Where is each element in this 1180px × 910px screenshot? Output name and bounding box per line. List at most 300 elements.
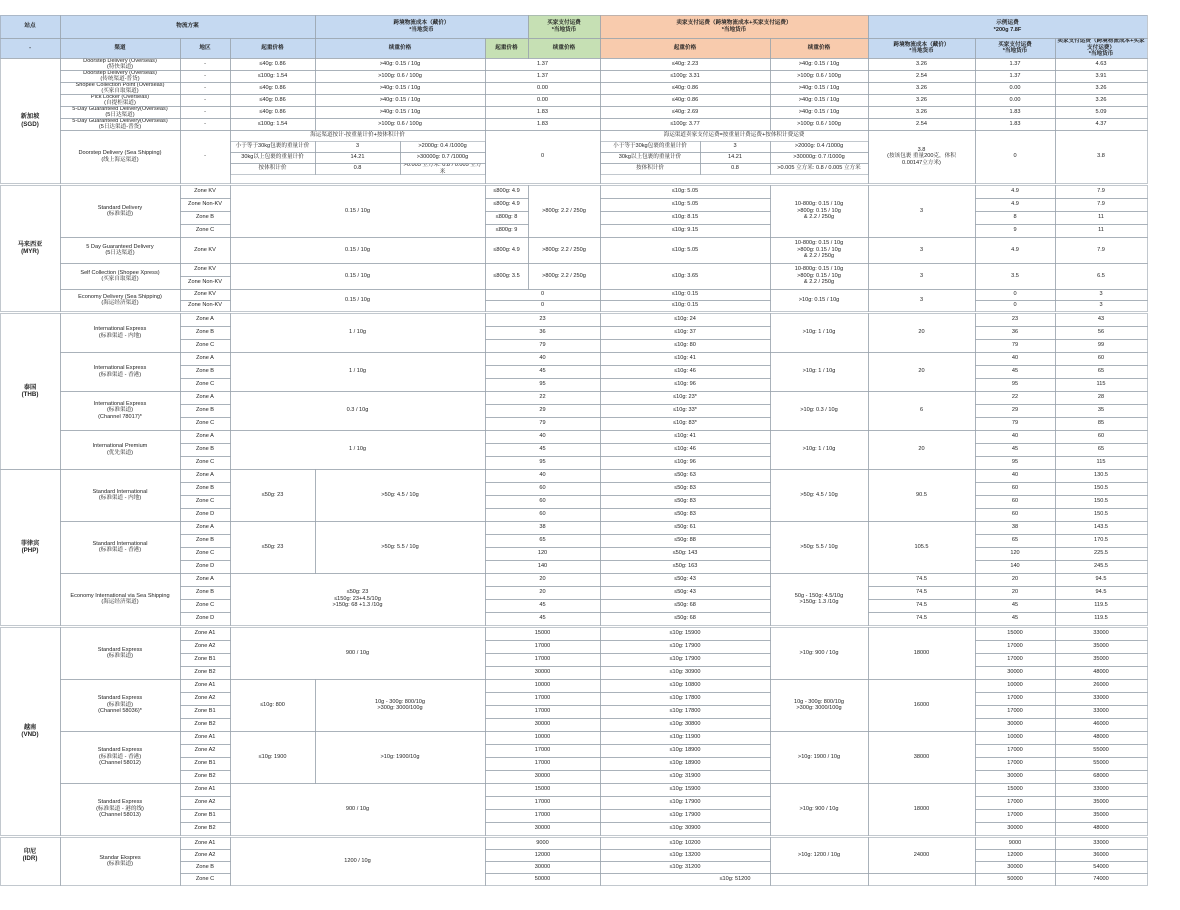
seller-first: ≤10g: 83* — [673, 420, 697, 427]
zone-label: Zone KV — [194, 266, 216, 273]
seller-cont: >40g: 0.15 / 10g — [798, 60, 840, 67]
zone-label: Zone A2 — [194, 643, 216, 650]
sea-cost-cell: 3 — [355, 143, 360, 150]
ex-buyer: 40 — [1011, 433, 1019, 440]
ex-seller: 3.91 — [1095, 72, 1107, 79]
sea-cost-title: 海运渠道按计-按重量计价+按体积计价 — [310, 132, 405, 139]
ex-seller: 94.5 — [1095, 576, 1107, 583]
sea-seller-cell: 按体积计价 — [636, 165, 664, 172]
buyer-fee: 95 — [539, 381, 546, 388]
subheader-seller-cont: 续重价格 — [770, 38, 868, 58]
ex-seller: 35 — [1097, 407, 1105, 414]
sea-seller-cell: >2000g: 0.4 /1000g — [794, 143, 844, 150]
channel-name: Standar Ekspres (标准渠道) — [99, 854, 141, 867]
seller-cont: >10g: 900 / 10g — [799, 805, 839, 812]
ex-seller: 48000 — [1093, 825, 1109, 832]
seller-cont: >10g: 1 / 10g — [802, 446, 836, 453]
cost-cont: >40g: 0.15 / 10g — [379, 96, 421, 103]
zone-label: Zone B — [195, 446, 215, 453]
ex-buyer: 0 — [1013, 153, 1017, 160]
sea-cost-cell: >0.005 立方米: 0.8 / 0.005 立方米 — [403, 163, 482, 174]
seller-first: ≤10g: 30800 — [669, 721, 701, 728]
seller-first: ≤10g: 10800 — [669, 682, 701, 689]
buyer-fee: 60 — [539, 498, 546, 505]
zone-label: Zone B1 — [194, 760, 216, 767]
ex-seller: 11 — [1098, 227, 1104, 234]
buyer-fee: 38 — [539, 524, 546, 531]
seller-first: ≤10g: 46 — [674, 446, 696, 453]
ex-cost: 3.26 — [916, 84, 927, 91]
sea-cost-cell: 14.21 — [350, 154, 365, 161]
ex-seller: 46000 — [1093, 721, 1109, 728]
zone-label: Zone B — [195, 537, 215, 544]
cost-first: ≤10g: 1900 — [258, 753, 287, 760]
buyer-fee: 40 — [539, 355, 546, 362]
buyer-fee: 79 — [539, 342, 546, 349]
buyer-fee: 1.37 — [537, 72, 548, 79]
buyer-fee: 1.83 — [537, 108, 548, 115]
sg-channel: 5-Day Guaranteed Delivery(Overseas) (5日达渠道-普货) — [72, 118, 168, 130]
ex-seller: 170.5 — [1094, 537, 1108, 544]
ex-seller: 33000 — [1093, 786, 1109, 793]
header-example: 示例运费 *200g 7.8F — [868, 15, 1147, 38]
channel-name: Standard International (标准渠道 - 香港) — [92, 540, 148, 553]
ex-cost: 105.5 — [914, 543, 929, 550]
zone-label: Zone A2 — [194, 799, 216, 806]
cost-rate: 0.3 / 10g — [346, 407, 369, 414]
region: - — [204, 120, 206, 127]
seller-first: ≤10g: 17800 — [669, 695, 701, 702]
zone-label: Zone B2 — [194, 825, 216, 832]
ex-cost: 90.5 — [916, 491, 927, 498]
cost-rate: 0.15 / 10g — [345, 246, 370, 253]
zone-label: Zone A1 — [194, 682, 216, 689]
seller-first: ≤10g: 30900 — [669, 825, 701, 832]
seller-first: ≤40g: 0.86 — [671, 96, 699, 103]
subheader-cont-weight: 续重价格 — [315, 38, 485, 58]
seller-first: ≤50g: 83 — [674, 485, 696, 492]
sea-cost-cell: >30000g: 0.7 /1000g — [416, 154, 469, 161]
ex-seller: 3.26 — [1095, 84, 1107, 91]
seller-first: ≤50g: 163 — [672, 563, 698, 570]
seller-first: ≤50g: 61 — [674, 524, 696, 531]
buyer-fee: 0.00 — [537, 84, 548, 91]
zone-label: Zone A — [196, 355, 214, 362]
ex-buyer: 65 — [1011, 537, 1019, 544]
ex-seller: 35000 — [1093, 812, 1109, 819]
seller-cont: 10g - 300g: 800/10g >300g: 3000/100g — [793, 698, 845, 711]
buyer-fee: 17000 — [534, 656, 551, 663]
ex-cost: 2.54 — [916, 120, 927, 127]
ex-seller: 54000 — [1093, 863, 1109, 870]
subheader-channel: 渠道 — [60, 38, 180, 58]
seller-first: ≤100g: 3.31 — [670, 72, 700, 79]
region: - — [204, 72, 206, 79]
seller-first: ≤10g: 0.15 — [671, 302, 699, 309]
subheader-dash: - — [0, 38, 60, 58]
ex-seller: 43 — [1097, 316, 1105, 323]
ex-seller: 6.5 — [1097, 272, 1105, 279]
header-seller-paid: 卖家支付运费（跨境物流成本+买家支付运费） *当地货币 — [600, 15, 868, 38]
ex-cost: 3 — [919, 246, 924, 253]
zone-label: Zone C — [195, 420, 215, 427]
zone-label: Zone Non-KV — [188, 279, 222, 286]
ex-cost: 3.26 — [916, 60, 927, 67]
region: - — [204, 60, 206, 67]
ex-buyer: 20 — [1011, 589, 1019, 596]
ex-seller: 115 — [1096, 459, 1106, 466]
cost-first: ≤40g: 0.86 — [259, 84, 286, 91]
ex-seller: 33000 — [1093, 695, 1109, 702]
seller-first: ≤10g: 18900 — [669, 747, 701, 754]
ex-cost: 3.8 (按该包裹 重量200克，体积 0.00147立方米) — [887, 146, 956, 166]
seller-first: ≤10g: 41 — [674, 433, 696, 440]
seller-first: ≤10g: 5.05 — [671, 188, 699, 195]
buyer-fee: 12000 — [534, 851, 551, 858]
channel-name: Self Collection (Shopee Xpress) (买家自取渠道) — [80, 269, 160, 282]
seller-first: ≤10g: 10200 — [669, 839, 701, 846]
seller-first: ≤10g: 5.05 — [671, 201, 699, 208]
seller-cont: >50g: 5.5 / 10g — [800, 543, 838, 550]
ex-buyer: 30000 — [1007, 825, 1023, 832]
ex-cost: 3 — [919, 272, 924, 279]
ex-seller: 65 — [1097, 446, 1105, 453]
zone-label: Zone A — [196, 472, 214, 479]
ex-seller: 4.37 — [1095, 120, 1107, 127]
seller-cont: >10g: 1 / 10g — [802, 368, 836, 375]
sg-channel: Shopee Collection Point (Overseas) (买家自取渠道) — [75, 82, 165, 94]
country-idr: 印尼 (IDR) — [22, 847, 38, 862]
ex-buyer: 4.9 — [1011, 201, 1019, 208]
seller-first: ≤40g: 2.23 — [671, 60, 699, 67]
seller-first: ≤10g: 11900 — [669, 734, 701, 741]
buyer-cont: >800g: 2.2 / 250g — [542, 207, 586, 214]
cell-border — [771, 874, 869, 886]
seller-cont: 10-800g: 0.15 / 10g >800g: 0.15 / 10g & 2.2 / 250g — [794, 201, 844, 221]
buyer-fee: 36 — [539, 329, 546, 336]
zone-label: Zone C — [195, 875, 215, 882]
cost-rate: 1200 / 10g — [344, 857, 371, 864]
sea-seller-cell: >30000g: 0.7 /1000g — [793, 154, 845, 161]
ex-buyer: 60 — [1011, 498, 1019, 505]
buyer-cont: >800g: 2.2 / 250g — [542, 246, 586, 253]
ex-seller: 60 — [1097, 355, 1105, 362]
country-php: 菲律宾 (PHP) — [20, 539, 40, 554]
buyer-fee: 17000 — [534, 695, 551, 702]
seller-first: ≤50g: 143 — [672, 550, 698, 557]
seller-first: ≤10g: 46 — [674, 368, 696, 375]
subheader-seller-first: 起重价格 — [600, 38, 770, 58]
seller-first: ≤50g: 63 — [674, 472, 696, 479]
cost-first: ≤50g: 23 — [261, 491, 284, 498]
seller-first: ≤10g: 17900 — [669, 643, 701, 650]
zone-label: Zone KV — [194, 291, 216, 298]
seller-cont: 10-800g: 0.15 / 10g >800g: 0.15 / 10g & 2.2 / 250g — [794, 240, 844, 260]
buyer-first: ≤800g: 4.9 — [493, 201, 520, 208]
ex-buyer: 30000 — [1007, 721, 1023, 728]
region: - — [204, 108, 206, 115]
sea-seller-cell: 0.8 — [731, 165, 739, 172]
zone-label: Zone B2 — [194, 721, 216, 728]
ex-seller: 3 — [1099, 302, 1103, 309]
buyer-fee: 30000 — [534, 669, 551, 676]
seller-first: ≤10g: 17900 — [669, 656, 701, 663]
zone-label: Zone C — [195, 498, 215, 505]
buyer-fee: 0 — [540, 291, 545, 298]
cost-cont: >40g: 0.15 / 10g — [379, 60, 421, 67]
ex-buyer: 45 — [1011, 446, 1019, 453]
zone-label: Zone C — [195, 381, 215, 388]
zone-label: Zone B1 — [194, 812, 216, 819]
ex-cost: 3.26 — [916, 96, 927, 103]
buyer-first: ≤800g: 4.9 — [493, 188, 520, 195]
ex-buyer: 17000 — [1007, 708, 1023, 715]
zone-label: Zone B — [195, 589, 215, 596]
subheader-buyer-cont: 续重价格 — [528, 38, 600, 58]
channel-name: International Express (标准渠道 - 香港) — [93, 365, 147, 378]
ex-seller: 36000 — [1093, 851, 1109, 858]
zone-label: Zone A1 — [194, 786, 216, 793]
seller-first: ≤10g: 51200 — [719, 875, 751, 882]
ex-cost: 20 — [918, 368, 925, 375]
zone-label: Zone Non-KV — [188, 302, 222, 309]
buyer-fee: 29 — [539, 407, 546, 414]
ex-seller: 99 — [1097, 342, 1105, 349]
seller-first: ≤40g: 0.86 — [671, 84, 699, 91]
buyer-fee: 120 — [537, 550, 548, 557]
cost-rate: 1 / 10g — [348, 446, 367, 453]
ex-buyer: 60 — [1011, 485, 1019, 492]
ex-buyer: 45 — [1011, 368, 1019, 375]
ex-seller: 35000 — [1093, 643, 1109, 650]
buyer-fee: 22 — [539, 394, 546, 401]
cost-rate: 0.15 / 10g — [345, 207, 370, 214]
buyer-fee: 20 — [539, 576, 546, 583]
seller-first: ≤10g: 18900 — [669, 760, 701, 767]
channel-name: Standard Express (标准渠道 - 香港) (Channel 58012) — [97, 747, 143, 767]
ex-seller: 94.5 — [1095, 589, 1107, 596]
sea-cost-cell: 小于等于30kg包裹的重量计价 — [235, 143, 310, 150]
subheader-ex-cost: 跨境物流成本（藏价） *当地货币 — [868, 38, 975, 58]
seller-first: ≤10g: 37 — [674, 329, 696, 336]
ex-seller: 35000 — [1093, 656, 1109, 663]
zone-label: Zone A1 — [194, 839, 216, 846]
ex-seller: 33000 — [1093, 708, 1109, 715]
ex-seller: 143.5 — [1094, 524, 1108, 531]
sea-seller-title: 海运渠道卖家支付运费=按重量计费运费+按体积计费运费 — [663, 132, 805, 139]
ex-buyer: 10000 — [1007, 682, 1023, 689]
ex-seller: 3.26 — [1095, 96, 1107, 103]
ex-seller: 55000 — [1093, 747, 1109, 754]
ex-seller: 55000 — [1093, 760, 1109, 767]
buyer-fee: 20 — [539, 589, 546, 596]
ex-buyer: 9 — [1013, 227, 1017, 234]
ex-buyer: 0 — [1013, 302, 1017, 309]
ex-buyer: 17000 — [1007, 643, 1023, 650]
seller-first: ≤10g: 23* — [673, 394, 697, 401]
buyer-fee: 23 — [539, 316, 546, 323]
sea-seller-cell: 14.21 — [728, 154, 742, 161]
ex-buyer: 9000 — [1008, 839, 1022, 846]
buyer-fee: 40 — [539, 433, 546, 440]
seller-first: ≤10g: 80 — [674, 342, 696, 349]
ex-buyer: 140 — [1010, 563, 1020, 570]
ex-seller: 225.5 — [1094, 550, 1108, 557]
sg-channel: 5-Day Guaranteed Delivery(Overseas) (5日达渠道) — [72, 106, 168, 118]
seller-first: ≤10g: 8.15 — [671, 214, 699, 221]
ex-buyer: 79 — [1011, 342, 1019, 349]
ex-seller: 26000 — [1093, 682, 1109, 689]
ex-buyer: 36 — [1011, 329, 1019, 336]
region: - — [204, 96, 206, 103]
buyer-fee: 1.37 — [537, 60, 548, 67]
seller-first: ≤50g: 88 — [674, 537, 696, 544]
channel-name: Standard Express (标准渠道) (Channel 58036)* — [97, 695, 143, 715]
ex-seller: 3 — [1099, 291, 1103, 298]
ex-buyer: 17000 — [1007, 747, 1023, 754]
cost-first: ≤40g: 0.86 — [259, 108, 286, 115]
seller-cont: >10g: 0.3 / 10g — [800, 407, 838, 414]
ex-buyer: 22 — [1011, 394, 1019, 401]
seller-first: ≤10g: 31200 — [669, 863, 701, 870]
zone-label: Zone D — [195, 511, 215, 518]
buyer-first: ≤800g: 8 — [495, 214, 518, 221]
ex-buyer: 15000 — [1007, 786, 1023, 793]
ex-buyer: 50000 — [1007, 875, 1023, 882]
ex-cost: 18000 — [913, 805, 930, 812]
cost-rate: 1 / 10g — [348, 368, 367, 375]
header-logistics-plan: 物流方案 — [60, 15, 315, 38]
seller-first: ≤10g: 30900 — [669, 669, 701, 676]
ex-cost: 3 — [919, 296, 924, 303]
seller-cont: >50g: 4.5 / 10g — [800, 491, 838, 498]
cost-cont: >50g: 4.5 / 10g — [381, 491, 419, 498]
zone-label: Zone C — [195, 342, 215, 349]
sea-cost-cell: 按体积计价 — [258, 165, 287, 172]
ex-seller: 130.5 — [1094, 472, 1108, 479]
channel-name: International Premium (优先渠道) — [92, 443, 148, 456]
zone-label: Zone A — [196, 524, 214, 531]
buyer-fee: 9000 — [536, 839, 549, 846]
ex-cost: 6 — [919, 407, 924, 414]
ex-seller: 7.9 — [1097, 201, 1105, 208]
ex-buyer: 8 — [1013, 214, 1017, 221]
seller-first: ≤10g: 31900 — [669, 773, 701, 780]
zone-label: Zone B — [195, 214, 215, 221]
seller-first: ≤40g: 2.69 — [671, 108, 699, 115]
seller-first: ≤10g: 15900 — [669, 630, 701, 637]
ex-seller: 5.09 — [1095, 108, 1107, 115]
ex-seller: 115 — [1096, 381, 1106, 388]
channel-name: Standard International (标准渠道 - 内地) — [92, 488, 148, 501]
cost-rate: 900 / 10g — [345, 649, 370, 656]
sea-seller-cell: 30kg以上包裹的重量计价 — [618, 154, 682, 161]
ex-buyer: 1.37 — [1009, 72, 1021, 79]
zone-label: Zone B — [195, 863, 215, 870]
buyer-fee: 17000 — [534, 812, 551, 819]
seller-first: ≤10g: 5.05 — [671, 246, 699, 253]
ex-seller: 119.5 — [1094, 615, 1108, 622]
ex-seller: 245.5 — [1094, 563, 1108, 570]
channel-name: Standard Express (标准渠道 - 港的线) (Channel 58013) — [96, 799, 144, 819]
seller-first: ≤50g: 68 — [674, 615, 696, 622]
zone-label: Zone C — [195, 459, 215, 466]
country-sgd: 新加坡 (SGD) — [20, 113, 40, 128]
ex-cost: 3 — [919, 207, 924, 214]
channel-name: International Express (标准渠道 - 内地) — [93, 326, 147, 339]
ex-buyer: 60 — [1011, 511, 1019, 518]
buyer-fee: 0 — [540, 153, 545, 160]
ex-cost: 74.5 — [916, 589, 927, 596]
subheader-buyer-first: 起重价格 — [485, 38, 528, 58]
zone-label: Zone B — [195, 368, 215, 375]
region: - — [204, 84, 206, 91]
buyer-fee: 30000 — [534, 721, 551, 728]
sg-sea-channel: Doorstep Delivery (Sea Shipping) (线上海运渠道) — [78, 150, 162, 163]
zone-label: Zone C — [195, 602, 215, 609]
buyer-fee: 140 — [537, 563, 548, 570]
ex-buyer: 4.9 — [1011, 246, 1019, 253]
seller-cont: 10-800g: 0.15 / 10g >800g: 0.15 / 10g & 2.2 / 250g — [794, 266, 844, 286]
cost-first: ≤100g: 1.54 — [257, 120, 288, 127]
buyer-fee: 0.00 — [537, 96, 548, 103]
channel-name: Standard Express (标准渠道) — [97, 646, 143, 659]
cost-cont: >100g: 0.6 / 100g — [378, 72, 422, 79]
ex-seller: 11 — [1098, 214, 1104, 221]
cost-cont: >40g: 0.15 / 10g — [379, 84, 421, 91]
seller-first: ≤10g: 13200 — [669, 851, 701, 858]
channel-name: 5 Day Guaranteed Delivery (5日达渠道) — [86, 243, 154, 256]
ex-seller: 3.8 — [1097, 153, 1105, 160]
zone-label: Zone A — [196, 576, 214, 583]
buyer-fee: 17000 — [534, 708, 551, 715]
ex-buyer: 10000 — [1007, 734, 1023, 741]
seller-first: ≤10g: 33* — [673, 407, 697, 414]
zone-label: Zone C — [195, 550, 215, 557]
sea-cost-cell: 30kg以上包裹的重量计价 — [241, 154, 304, 161]
channel-name: Economy Delivery (Sea Shipping) (海运经济渠道) — [78, 293, 162, 306]
ex-buyer: 3.5 — [1011, 272, 1019, 279]
ex-buyer: 12000 — [1007, 851, 1023, 858]
sea-seller-cell: >0.005 立方米: 0.8 / 0.005 立方米 — [777, 165, 861, 172]
seller-first: ≤10g: 17900 — [669, 812, 701, 819]
seller-cont: >10g: 1 / 10g — [802, 329, 836, 336]
country-vnd: 越南 (VND) — [21, 723, 39, 738]
ex-buyer: 17000 — [1007, 656, 1023, 663]
sea-cost-cell: >2000g: 0.4 /1000g — [418, 143, 467, 150]
ex-buyer: 1.83 — [1009, 108, 1021, 115]
seller-first: ≤10g: 96 — [674, 459, 696, 466]
ex-cost: 74.5 — [916, 615, 927, 622]
ex-seller: 4.63 — [1095, 60, 1107, 67]
buyer-fee: 45 — [539, 615, 546, 622]
buyer-fee: 17000 — [534, 799, 551, 806]
ex-buyer: 38 — [1011, 524, 1019, 531]
subheader-region: 地区 — [180, 38, 230, 58]
ex-buyer: 0.00 — [1009, 84, 1021, 91]
buyer-fee: 40 — [539, 472, 546, 479]
ex-seller: 65 — [1097, 368, 1105, 375]
buyer-fee: 17000 — [534, 747, 551, 754]
buyer-fee: 60 — [539, 511, 546, 518]
cost-rate: 1 / 10g — [348, 329, 367, 336]
ex-buyer: 17000 — [1007, 695, 1023, 702]
sea-seller-cell: 3 — [733, 143, 737, 150]
ex-cost: 3.26 — [916, 108, 927, 115]
cost-first: ≤10g: 800 — [260, 701, 285, 708]
ex-cost: 24000 — [913, 851, 930, 858]
seller-cont: >10g: 1900 / 10g — [797, 753, 841, 760]
